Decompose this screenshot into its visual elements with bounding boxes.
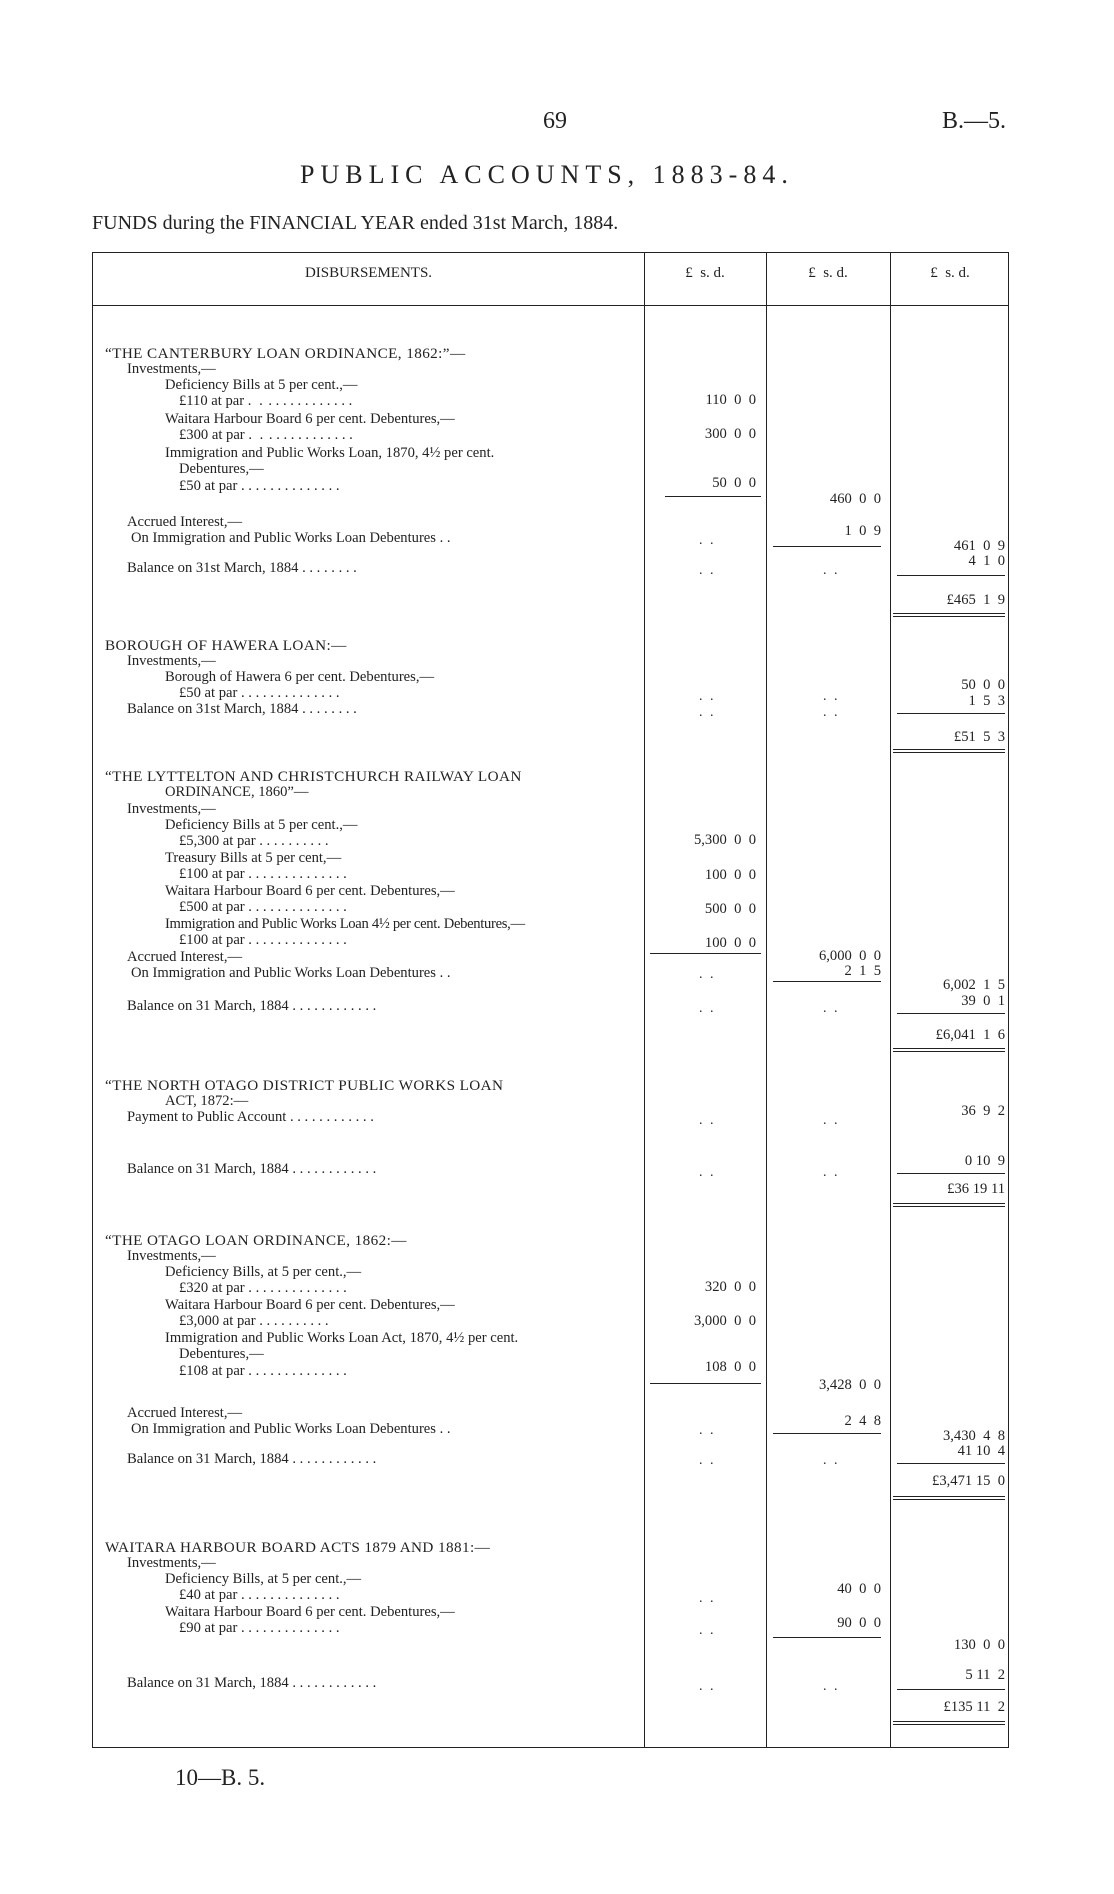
north-otago-balance: Balance on 31 March, 1884 . . . . . . . . . . . . [127, 1161, 377, 1177]
canterbury-immigration-amount: 50 0 0 [712, 475, 756, 491]
waitara-subtotal: 130 0 0 [953, 1637, 1005, 1653]
otago-deficiency: Deficiency Bills, at 5 per cent.,— [165, 1264, 362, 1280]
total-double-rule [893, 1496, 1005, 1500]
waitara-investments: Investments,— [127, 1555, 216, 1571]
nil-marker: . . [699, 689, 716, 704]
lyttelton-investments: Investments,— [127, 801, 216, 817]
waitara-heading: WAITARA HARBOUR BOARD ACTS 1879 AND 1881:— [105, 1539, 491, 1556]
otago-waitara: Waitara Harbour Board 6 per cent. Debentures,— [165, 1297, 455, 1313]
waitara-waitara-amount: 90 0 0 [837, 1615, 881, 1631]
lyttelton-accrued-on: On Immigration and Public Works Loan Debentures . . [131, 965, 451, 981]
otago-waitara-par: £3,000 at par . . . . . . . . . . [179, 1313, 329, 1329]
hawera-balance: Balance on 31st March, 1884 . . . . . . . . [127, 701, 357, 717]
waitara-balance: Balance on 31 March, 1884 . . . . . . . . . . . . [127, 1675, 377, 1691]
header-money-col1: £ s. d. [685, 265, 725, 281]
lyttelton-deficiency: Deficiency Bills at 5 per cent.,— [165, 817, 358, 833]
page-number: 69 [543, 108, 567, 134]
hawera-total: £51 5 3 [953, 729, 1005, 745]
canterbury-waitara: Waitara Harbour Board 6 per cent. Debentures,— [165, 411, 455, 427]
canterbury-heading: “THE CANTERBURY LOAN ORDINANCE, 1862:”— [105, 345, 466, 362]
nil-marker: . . [823, 689, 840, 704]
total-double-rule [893, 1203, 1005, 1207]
sum-rule [897, 1689, 1005, 1690]
page-code: B.—5. [942, 108, 1007, 134]
lyttelton-heading: “THE LYTTELTON AND CHRISTCHURCH RAILWAY LOAN [105, 768, 522, 785]
canterbury-immigration: Immigration and Public Works Loan, 1870, 4½ per cent. [165, 445, 495, 461]
lyttelton-accrued-amount: 2 1 5 [844, 963, 881, 979]
sum-rule [897, 575, 1005, 576]
total-double-rule [893, 1721, 1005, 1725]
sum-rule [897, 1463, 1005, 1464]
lyttelton-heading-2: ORDINANCE, 1860”— [165, 784, 309, 800]
canterbury-investments-total: 460 0 0 [829, 491, 881, 507]
footer-signature: 10—B. 5. [175, 1765, 266, 1790]
header-money-col3: £ s. d. [930, 265, 970, 281]
otago-subtotal: 3,430 4 8 [942, 1428, 1005, 1444]
header-divider [93, 305, 1008, 306]
sum-rule [897, 713, 1005, 714]
sum-rule [897, 1173, 1005, 1174]
waitara-deficiency-amount: 40 0 0 [837, 1581, 881, 1597]
nil-marker: . . [699, 1679, 716, 1694]
page-title: PUBLIC ACCOUNTS, 1883-84. [300, 160, 794, 189]
waitara-deficiency: Deficiency Bills, at 5 per cent.,— [165, 1571, 362, 1587]
lyttelton-treasury-amount: 100 0 0 [704, 867, 756, 883]
nil-marker: . . [699, 1423, 716, 1438]
total-double-rule [893, 1048, 1005, 1052]
otago-investments-total: 3,428 0 0 [818, 1377, 881, 1393]
canterbury-total: £465 1 9 [946, 592, 1005, 608]
canterbury-accrued-on: On Immigration and Public Works Loan Debentures . . [131, 530, 451, 546]
sum-rule [773, 981, 881, 982]
nil-marker: . . [699, 967, 716, 982]
nil-marker: . . [823, 1001, 840, 1016]
canterbury-waitara-amount: 300 0 0 [704, 426, 756, 442]
lyttelton-waitara: Waitara Harbour Board 6 per cent. Debentures,— [165, 883, 455, 899]
sum-rule [665, 496, 761, 497]
nil-marker: . . [699, 1591, 716, 1606]
canterbury-waitara-par: £300 at par . . . . . . . . . . . . . . [179, 427, 353, 443]
sum-rule [773, 546, 881, 547]
sum-rule [650, 1383, 761, 1384]
north-otago-heading: “THE NORTH OTAGO DISTRICT PUBLIC WORKS LOAN [105, 1077, 504, 1094]
north-otago-payment-amount: 36 9 2 [961, 1103, 1005, 1119]
hawera-heading: BOROUGH OF HAWERA LOAN:— [105, 637, 347, 654]
nil-marker: . . [699, 563, 716, 578]
otago-immigration-amount: 108 0 0 [704, 1359, 756, 1375]
canterbury-balance: Balance on 31st March, 1884 . . . . . . . . [127, 560, 357, 576]
canterbury-immigration-par: £50 at par . . . . . . . . . . . . . . [179, 478, 340, 494]
lyttelton-treasury-par: £100 at par . . . . . . . . . . . . . . [179, 866, 347, 882]
hawera-balance-amount: 1 5 3 [968, 693, 1005, 709]
nil-marker: . . [823, 705, 840, 720]
lyttelton-total: £6,041 1 6 [935, 1027, 1005, 1043]
lyttelton-waitara-par: £500 at par . . . . . . . . . . . . . . [179, 899, 347, 915]
nil-marker: . . [699, 1623, 716, 1638]
nil-marker: . . [823, 1679, 840, 1694]
hawera-borough: Borough of Hawera 6 per cent. Debentures,— [165, 669, 435, 685]
hawera-borough-par: £50 at par . . . . . . . . . . . . . . [179, 685, 340, 701]
nil-marker: . . [823, 1453, 840, 1468]
canterbury-debentures: Debentures,— [179, 461, 264, 477]
total-double-rule [893, 749, 1005, 753]
nil-marker: . . [823, 563, 840, 578]
canterbury-accrued-amount: 1 0 9 [844, 523, 881, 539]
column-divider [890, 253, 891, 1747]
otago-deficiency-amount: 320 0 0 [704, 1279, 756, 1295]
otago-accrued: Accrued Interest,— [127, 1405, 243, 1421]
lyttelton-accrued: Accrued Interest,— [127, 949, 243, 965]
canterbury-deficiency: Deficiency Bills at 5 per cent.,— [165, 377, 358, 393]
sum-rule [897, 1013, 1005, 1014]
canterbury-accrued: Accrued Interest,— [127, 514, 243, 530]
lyttelton-balance: Balance on 31 March, 1884 . . . . . . . . . . . . [127, 998, 377, 1014]
waitara-balance-amount: 5 11 2 [965, 1667, 1005, 1683]
nil-marker: . . [699, 1113, 716, 1128]
nil-marker: . . [699, 1001, 716, 1016]
otago-balance: Balance on 31 March, 1884 . . . . . . . . . . . . [127, 1451, 377, 1467]
hawera-borough-amount: 50 0 0 [961, 677, 1005, 693]
lyttelton-immigration: Immigration and Public Works Loan 4½ per cent. Debentures,— [165, 916, 525, 932]
otago-immigration-par: £108 at par . . . . . . . . . . . . . . [179, 1363, 347, 1379]
lyttelton-immigration-par: £100 at par . . . . . . . . . . . . . . [179, 932, 347, 948]
otago-investments: Investments,— [127, 1248, 216, 1264]
waitara-waitara: Waitara Harbour Board 6 per cent. Debentures,— [165, 1604, 455, 1620]
sum-rule [773, 1433, 881, 1434]
total-double-rule [893, 613, 1005, 617]
page-subtitle: FUNDS during the FINANCIAL YEAR ended 31st March, 1884. [92, 212, 619, 234]
canterbury-deficiency-par: £110 at par . . . . . . . . . . . . . . [179, 393, 353, 409]
canterbury-deficiency-amount: 110 0 0 [705, 392, 756, 408]
otago-waitara-amount: 3,000 0 0 [693, 1313, 756, 1329]
hawera-investments: Investments,— [127, 653, 216, 669]
nil-marker: . . [823, 1113, 840, 1128]
disbursements-table [92, 252, 1009, 1748]
lyttelton-waitara-amount: 500 0 0 [704, 901, 756, 917]
nil-marker: . . [699, 1165, 716, 1180]
north-otago-payment: Payment to Public Account . . . . . . . . . . . . [127, 1109, 374, 1125]
otago-debentures: Debentures,— [179, 1346, 264, 1362]
otago-immigration: Immigration and Public Works Loan Act, 1870, 4½ per cent. [165, 1330, 519, 1346]
nil-marker: . . [699, 533, 716, 548]
lyttelton-immigration-amount: 100 0 0 [704, 935, 756, 951]
north-otago-heading-2: ACT, 1872:— [165, 1093, 249, 1109]
column-divider [766, 253, 767, 1747]
otago-heading: “THE OTAGO LOAN ORDINANCE, 1862:— [105, 1232, 407, 1249]
header-disbursements: DISBURSEMENTS. [304, 265, 433, 281]
sum-rule [773, 1637, 881, 1638]
otago-total: £3,471 15 0 [932, 1473, 1005, 1489]
waitara-deficiency-par: £40 at par . . . . . . . . . . . . . . [179, 1587, 340, 1603]
canterbury-balance-amount: 4 1 0 [968, 553, 1005, 569]
nil-marker: . . [699, 1453, 716, 1468]
north-otago-balance-amount: 0 10 9 [964, 1153, 1005, 1169]
header-money-col2: £ s. d. [808, 265, 848, 281]
waitara-total: £135 11 2 [943, 1699, 1005, 1715]
lyttelton-subtotal: 6,002 1 5 [942, 977, 1005, 993]
lyttelton-investments-total: 6,000 0 0 [818, 948, 881, 964]
nil-marker: . . [823, 1165, 840, 1180]
lyttelton-deficiency-amount: 5,300 0 0 [693, 832, 756, 848]
lyttelton-balance-amount: 39 0 1 [961, 993, 1005, 1009]
waitara-waitara-par: £90 at par . . . . . . . . . . . . . . [179, 1620, 340, 1636]
otago-accrued-amount: 2 4 8 [844, 1413, 881, 1429]
otago-accrued-on: On Immigration and Public Works Loan Debentures . . [131, 1421, 451, 1437]
nil-marker: . . [699, 705, 716, 720]
canterbury-investments: Investments,— [127, 361, 216, 377]
otago-deficiency-par: £320 at par . . . . . . . . . . . . . . [179, 1280, 347, 1296]
lyttelton-deficiency-par: £5,300 at par . . . . . . . . . . [179, 833, 329, 849]
canterbury-subtotal: 461 0 9 [953, 538, 1005, 554]
lyttelton-treasury: Treasury Bills at 5 per cent,— [165, 850, 342, 866]
north-otago-total: £36 19 11 [947, 1181, 1005, 1197]
otago-balance-amount: 41 10 4 [957, 1443, 1005, 1459]
